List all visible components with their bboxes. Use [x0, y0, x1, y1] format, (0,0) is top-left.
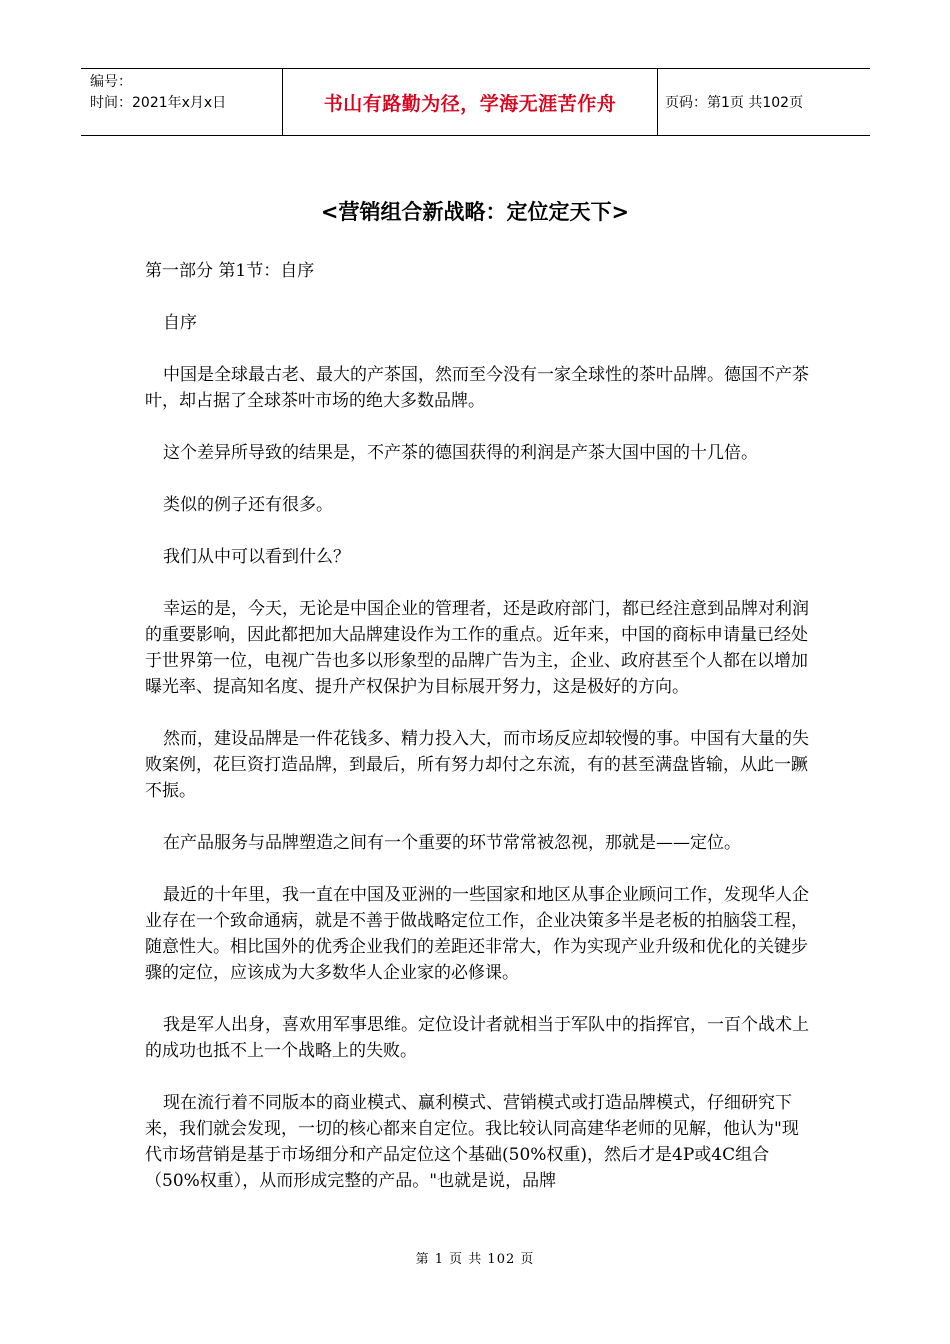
paragraph: 类似的例子还有很多。: [163, 495, 333, 515]
header-meta: [81, 69, 282, 135]
paragraph: 幸运的是，今天，无论是中国企业的管理者，还是政府部门，都已经注意到品牌对利润的重要影响，因此都把加大品牌建设作为工作的重点。近年来，中国的商标申请量已经处于世界第一位，电视广告也多以形象型的品牌广告为主，企业、政府甚至个人都在以增加曝光率、提高知名度、提升产权保护为目标展开努力，这是极好的方向。: [145, 599, 809, 697]
paragraph: 我是军人出身，喜欢用军事思维。定位设计者就相当于军队中的指挥官，一百个战术上的成功也抵不上一个战略上的失败。: [145, 1015, 809, 1061]
header-motto: 书山有路勤为径，学海无涯苦作舟: [282, 69, 658, 135]
document-title: <营销组合新战略：定位定天下>: [320, 200, 630, 224]
paragraph: 最近的十年里，我一直在中国及亚洲的一些国家和地区从事企业顾问工作，发现华人企业存在一个致命通病，就是不善于做战略定位工作，企业决策多半是老板的拍脑袋工程，随意性大。相比国外的优秀企业我们的差距还非常大，作为实现产业升级和优化的关键步骤的定位，应该成为大多数华人企业家的必修课。: [145, 885, 809, 983]
document-header: [81, 68, 870, 136]
paragraph: 然而，建设品牌是一件花钱多、精力投入大，而市场反应却较慢的事。中国有大量的失败案例，花巨资打造品牌，到最后，所有努力却付之东流，有的甚至满盘皆输，从此一蹶不振。: [145, 729, 809, 801]
page-footer: 第 1 页 共 102 页: [415, 1252, 535, 1267]
number-label: 编号：: [90, 74, 132, 90]
time-label: 时间：2021年x月x日: [90, 95, 227, 111]
paragraph: 自序: [163, 313, 197, 333]
header-page-info: 页码：第1页 共102页: [665, 95, 804, 111]
paragraph: 在产品服务与品牌塑造之间有一个重要的环节常常被忽视，那就是——定位。: [163, 833, 741, 853]
paragraph: 中国是全球最古老、最大的产茶国，然而至今没有一家全球性的茶叶品牌。德国不产茶叶，却占据了全球茶叶市场的绝大多数品牌。: [145, 365, 809, 411]
document-body: [145, 258, 813, 1220]
paragraph: 我们从中可以看到什么？: [163, 547, 350, 567]
paragraph: 这个差异所导致的结果是，不产茶的德国获得的利润是产茶大国中国的十几倍。: [163, 443, 758, 463]
section-heading: 第一部分 第1节：自序: [145, 261, 315, 281]
paragraph: 现在流行着不同版本的商业模式、赢利模式、营销模式或打造品牌模式，仔细研究下来，我们就会发现，一切的核心都来自定位。我比较认同高建华老师的见解，他认为"现代市场营销是基于市场细分和产品定位这个基础(50%权重)，然后才是4P或4C组合（50%权重），从而形成完整的产品。"也就是说，品牌: [145, 1093, 799, 1191]
